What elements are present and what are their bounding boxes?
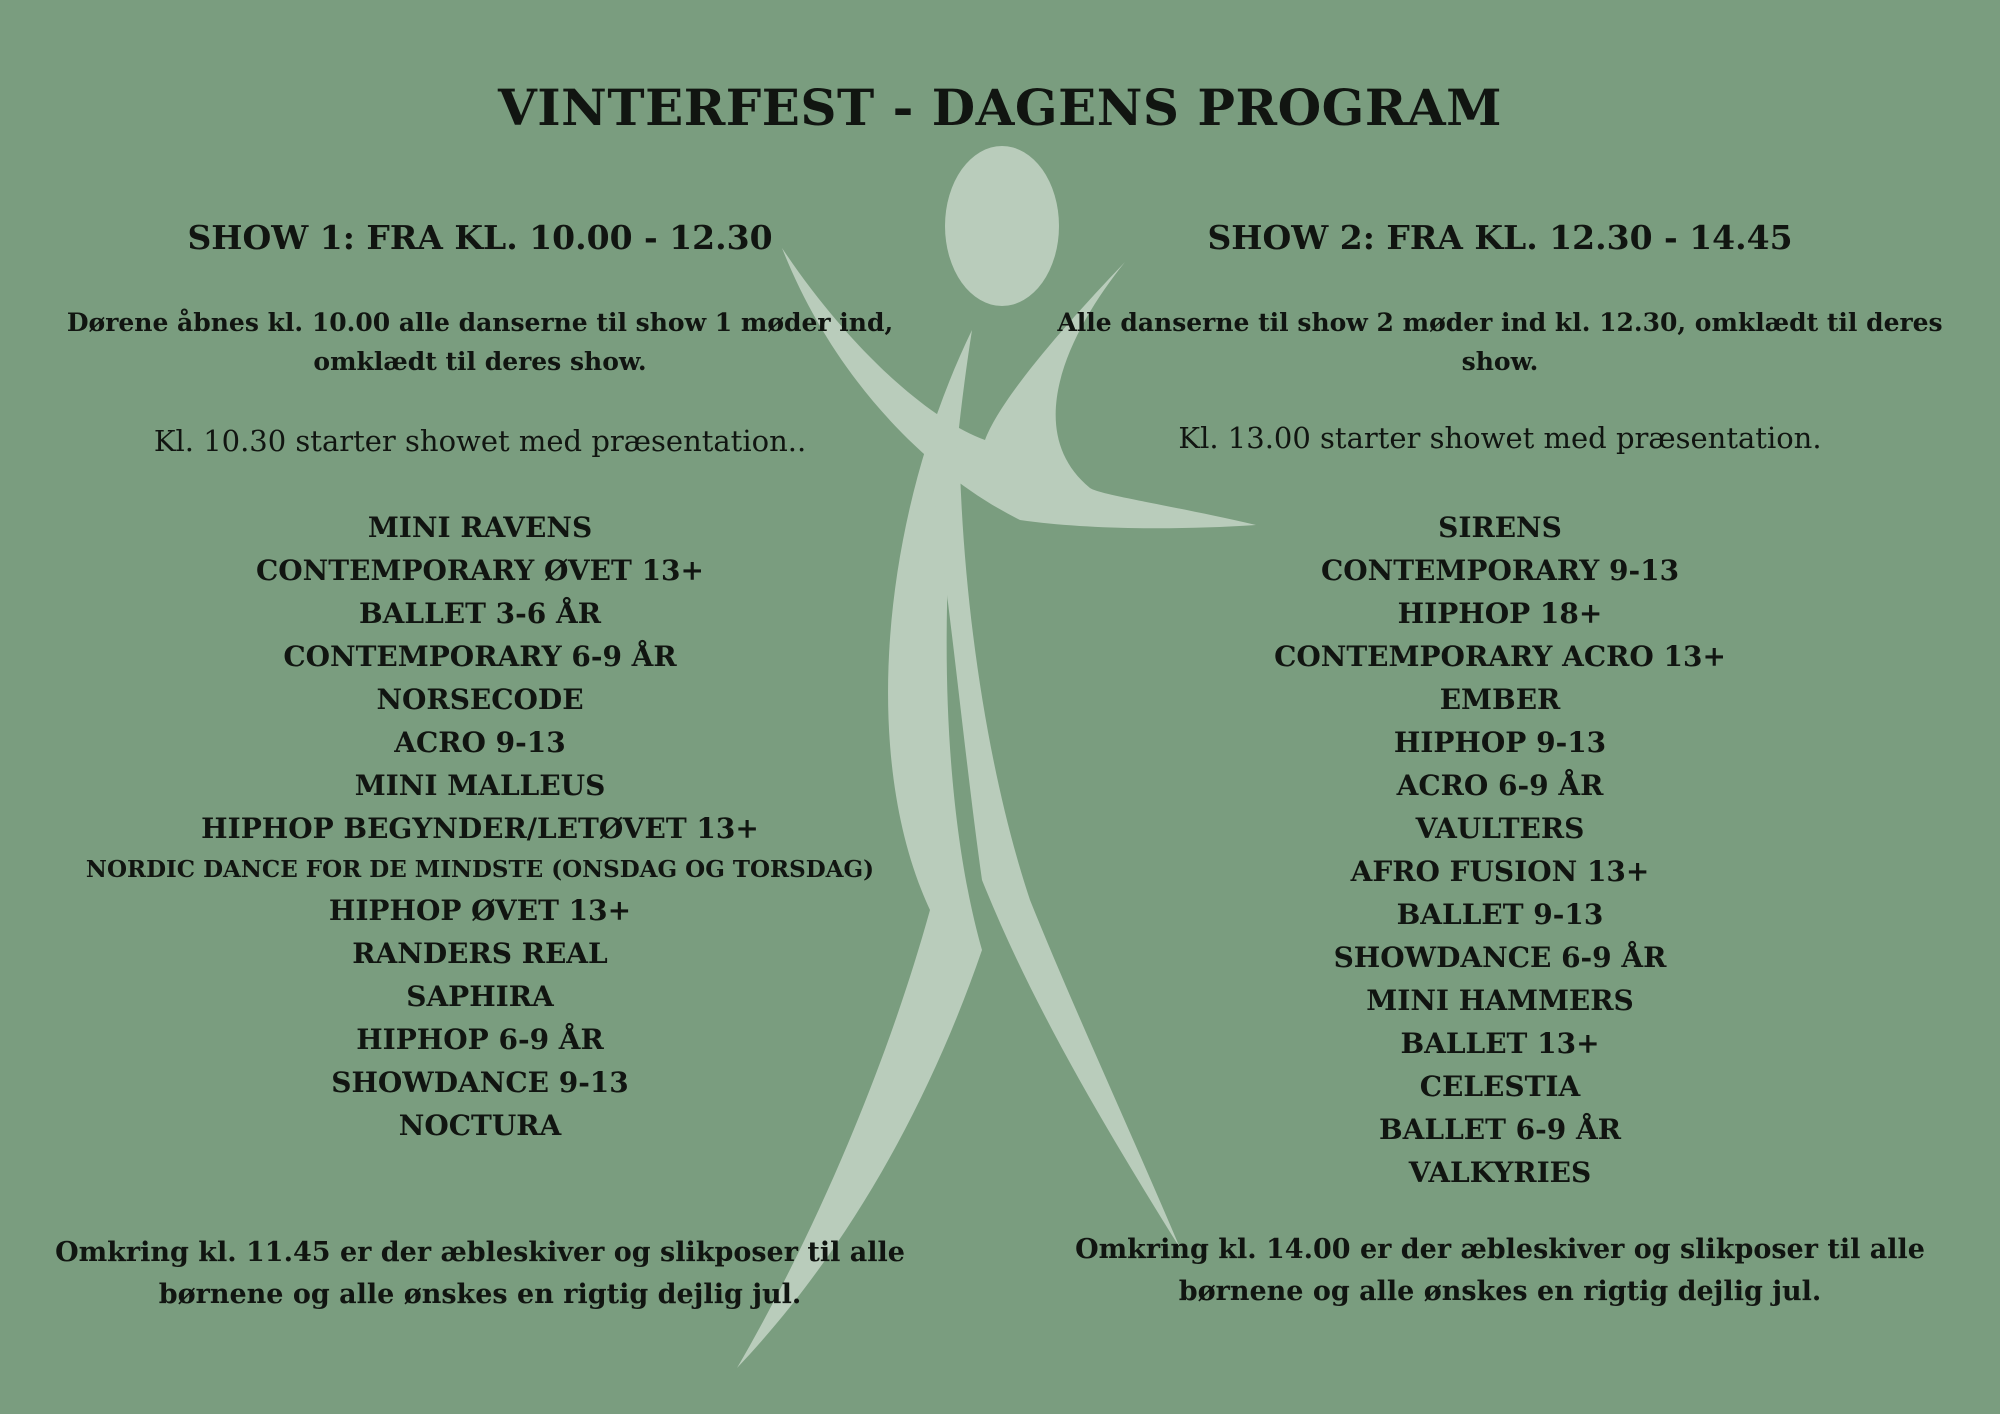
show2-closing: Omkring kl. 14.00 er der æbleskiver og slikposer til alle børnene og alle ønskes en rigtig dejlig jul. <box>1075 1234 1925 1307</box>
list-item: BALLET 3-6 ÅR <box>358 597 602 630</box>
list-item: SAPHIRA <box>406 980 554 1013</box>
show1-closing: Omkring kl. 11.45 er der æbleskiver og slikposer til alle børnene og alle ønskes en rigtig dejlig jul. <box>55 1237 905 1310</box>
show1-start: Kl. 10.30 starter showet med præsentation.. <box>153 424 807 458</box>
list-item: ACRO 9-13 <box>394 726 566 759</box>
show2-start: Kl. 13.00 starter showet med præsentation. <box>1178 421 1822 455</box>
show2-dance-list <box>1050 506 1950 1194</box>
show1-dance-list <box>30 506 930 1147</box>
list-item: NORSECODE <box>376 683 584 716</box>
list-item: CONTEMPORARY ØVET 13+ <box>256 554 704 587</box>
list-item: VAULTERS <box>1415 812 1585 845</box>
list-item: HIPHOP 18+ <box>1397 597 1603 630</box>
list-item: NOCTURA <box>398 1109 562 1142</box>
list-item: ACRO 6-9 ÅR <box>1396 769 1604 802</box>
show2-intro: Alle danserne til show 2 møder ind kl. 12.30, omklædt til deres show. <box>1057 308 1943 376</box>
list-item: BALLET 13+ <box>1400 1027 1600 1060</box>
list-item: CONTEMPORARY ACRO 13+ <box>1274 640 1726 673</box>
list-item: EMBER <box>1439 683 1561 716</box>
list-item: MINI RAVENS <box>367 511 593 544</box>
list-item: BALLET 6-9 ÅR <box>1378 1113 1622 1146</box>
list-item: NORDIC DANCE FOR DE MINDSTE (ONSDAG OG TORSDAG) <box>85 856 875 883</box>
list-item: AFRO FUSION 13+ <box>1350 855 1650 888</box>
show1-column <box>30 0 930 1414</box>
list-item: SHOWDANCE 6-9 ÅR <box>1333 941 1667 974</box>
list-item: VALKYRIES <box>1408 1156 1592 1189</box>
list-item: HIPHOP 9-13 <box>1393 726 1607 759</box>
list-item: BALLET 9-13 <box>1396 898 1604 931</box>
list-item: HIPHOP BEGYNDER/LETØVET 13+ <box>201 812 759 845</box>
list-item: HIPHOP 6-9 ÅR <box>356 1023 604 1056</box>
show1-intro: Dørene åbnes kl. 10.00 alle danserne til show 1 møder ind, omklædt til deres show. <box>66 308 894 376</box>
list-item: SHOWDANCE 9-13 <box>331 1066 629 1099</box>
list-item: MINI HAMMERS <box>1366 984 1634 1017</box>
list-item: RANDERS REAL <box>352 937 608 970</box>
page-title: VINTERFEST - DAGENS PROGRAM <box>497 78 1503 137</box>
list-item: CONTEMPORARY 9-13 <box>1320 554 1680 587</box>
list-item: HIPHOP ØVET 13+ <box>328 894 632 927</box>
show2-column <box>1050 0 1950 1414</box>
dancer-head <box>945 146 1059 306</box>
show1-heading: SHOW 1: FRA KL. 10.00 - 12.30 <box>187 218 773 257</box>
list-item: CELESTIA <box>1419 1070 1581 1103</box>
show2-heading: SHOW 2: FRA KL. 12.30 - 14.45 <box>1207 218 1793 257</box>
list-item: MINI MALLEUS <box>354 769 606 802</box>
list-item: SIRENS <box>1438 511 1562 544</box>
list-item: CONTEMPORARY 6-9 ÅR <box>283 640 677 673</box>
